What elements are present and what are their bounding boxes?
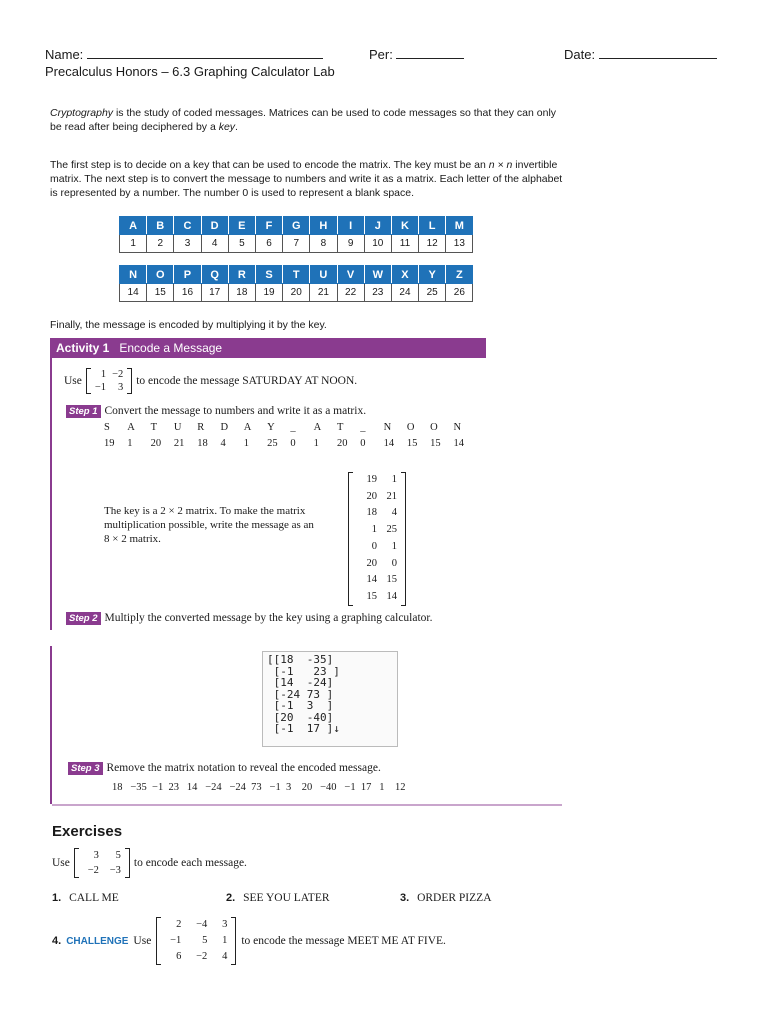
alphabet-number-cell: 5 bbox=[228, 235, 255, 253]
message-number: 25 bbox=[267, 438, 278, 449]
alphabet-letter-cell: R bbox=[228, 266, 255, 284]
use-word: Use bbox=[52, 857, 70, 869]
alphabet-number-cell: 15 bbox=[147, 284, 174, 302]
step1-text: Convert the message to numbers and write it as a matrix. bbox=[104, 405, 367, 417]
alphabet-number-cell: 19 bbox=[255, 284, 282, 302]
n-by-n: n × n bbox=[488, 159, 513, 171]
message-number: 1 bbox=[127, 438, 133, 449]
alphabet-letter-cell: Q bbox=[201, 266, 228, 284]
alphabet-number-cell: 6 bbox=[255, 235, 282, 253]
message-number: 20 bbox=[336, 438, 348, 449]
date-line bbox=[564, 46, 717, 62]
message-number: 15 bbox=[406, 438, 418, 449]
matrix-cell: −1 bbox=[94, 382, 107, 393]
alphabet-number-cell: 17 bbox=[201, 284, 228, 302]
message-letter: T bbox=[150, 422, 158, 433]
alphabet-letter-cell: Z bbox=[446, 266, 473, 284]
panel-border-lower bbox=[50, 646, 52, 804]
exercise-number: 2. bbox=[226, 892, 236, 904]
encoded-message: 18 −35 −1 23 14 −24 −24 73 −1 3 20 −40 −1 17 1 12 bbox=[112, 782, 406, 793]
step3-line bbox=[68, 762, 381, 775]
matrix-cell: 21 bbox=[386, 490, 397, 502]
course-title: Precalculus Honors – 6.3 Graphing Calculator Lab bbox=[45, 64, 335, 79]
matrix-cell: 1 bbox=[391, 540, 397, 552]
step3-text: Remove the matrix notation to reveal the encoded message. bbox=[106, 762, 381, 774]
step2-badge: Step 2 bbox=[66, 612, 101, 625]
message-letter: A bbox=[243, 422, 252, 433]
name-label: Name: bbox=[45, 47, 84, 62]
step3-badge: Step 3 bbox=[68, 762, 103, 775]
message-letter: A bbox=[313, 422, 322, 433]
exercise-4 bbox=[52, 917, 446, 965]
per-label: Per: bbox=[369, 47, 393, 62]
key-note: The key is a 2 × 2 matrix. To make the matrix multiplication possible, write the message as an 8 × 2 matrix. bbox=[104, 505, 314, 545]
matrix-cell: 25 bbox=[386, 524, 397, 536]
exercise-key-matrix bbox=[74, 848, 130, 878]
exercise-number: 1. bbox=[52, 892, 62, 904]
use-word: Use bbox=[133, 935, 152, 947]
message-letter: D bbox=[220, 422, 229, 433]
exercise-text: CALL ME bbox=[69, 892, 119, 904]
intro-text-1: is the study of coded messages. Matrices can be used to code messages so that they can only be read after being deciphered by a bbox=[50, 107, 557, 133]
alphabet-letter-cell: O bbox=[147, 266, 174, 284]
alphabet-letter-cell: F bbox=[255, 217, 282, 235]
message-number: 4 bbox=[220, 438, 226, 449]
message-letter: S bbox=[104, 422, 110, 433]
message-letter: N bbox=[453, 422, 462, 433]
step2-line bbox=[66, 612, 433, 625]
matrix-cell: −3 bbox=[109, 865, 121, 876]
alphabet-letter-cell: N bbox=[120, 266, 147, 284]
exercise-text: to encode the message MEET ME AT FIVE. bbox=[241, 935, 446, 947]
alphabet-number-cell: 13 bbox=[446, 235, 473, 253]
message-number: 14 bbox=[453, 438, 464, 449]
alphabet-letter-cell: X bbox=[391, 266, 418, 284]
matrix-cell: −4 bbox=[196, 919, 208, 930]
activity-use-line bbox=[64, 368, 357, 394]
alphabet-letter-cell: D bbox=[201, 217, 228, 235]
message-number: 20 bbox=[150, 438, 162, 449]
activity-label: Activity 1 bbox=[56, 341, 110, 355]
alphabet-letter-cell: P bbox=[174, 266, 201, 284]
challenge-label: CHALLENGE bbox=[66, 935, 129, 947]
alphabet-number-cell: 7 bbox=[283, 235, 310, 253]
exercise-number: 4. bbox=[52, 935, 62, 947]
exercises-use-line bbox=[52, 848, 247, 878]
period: . bbox=[235, 121, 238, 133]
message-letters bbox=[104, 422, 477, 433]
message-letter: R bbox=[197, 422, 205, 433]
key-term: key bbox=[218, 121, 236, 133]
matrix-cell: 1 bbox=[222, 935, 228, 946]
step1-badge: Step 1 bbox=[66, 405, 101, 418]
alphabet-number-cell: 21 bbox=[310, 284, 337, 302]
name-blank[interactable] bbox=[87, 46, 323, 59]
exercise-1 bbox=[52, 892, 119, 904]
matrix-cell: 4 bbox=[391, 507, 397, 519]
matrix-cell: 1 bbox=[100, 369, 107, 380]
message-letter: O bbox=[430, 422, 438, 433]
alphabet-letter-cell: M bbox=[446, 217, 473, 235]
exercise-3 bbox=[400, 892, 492, 904]
matrix-cell: 1 bbox=[371, 524, 377, 536]
challenge-key-matrix bbox=[156, 917, 236, 965]
alphabet-number-cell: 25 bbox=[419, 284, 446, 302]
message-number: 0 bbox=[290, 438, 296, 449]
message-letter: U bbox=[173, 422, 182, 433]
matrix-cell: 3 bbox=[222, 919, 228, 930]
activity-title: Encode a Message bbox=[119, 341, 223, 355]
alphabet-letter-cell: E bbox=[228, 217, 255, 235]
date-label: Date: bbox=[564, 47, 596, 62]
alphabet-letter-cell: I bbox=[337, 217, 364, 235]
message-letter: Y bbox=[267, 422, 275, 433]
message-letter: _ bbox=[290, 422, 296, 433]
name-line bbox=[45, 46, 323, 62]
matrix-cell: 0 bbox=[371, 540, 377, 552]
alphabet-letter-cell: A bbox=[120, 217, 147, 235]
alphabet-table-1 bbox=[119, 216, 473, 253]
alphabet-letter-cell: B bbox=[147, 217, 174, 235]
message-number: 19 bbox=[104, 438, 115, 449]
alphabet-table-2 bbox=[119, 265, 473, 302]
message-number: 1 bbox=[313, 438, 319, 449]
alphabet-number-cell: 22 bbox=[337, 284, 364, 302]
matrix-cell: 18 bbox=[366, 507, 377, 519]
cryptography-term: Cryptography bbox=[50, 107, 114, 119]
use-word: Use bbox=[64, 375, 82, 387]
matrix-cell: 3 bbox=[117, 382, 124, 393]
alphabet-letter-cell: G bbox=[283, 217, 310, 235]
matrix-cell: 14 bbox=[366, 574, 377, 586]
matrix-cell: 14 bbox=[386, 590, 397, 602]
message-number: 18 bbox=[197, 438, 208, 449]
exercises-heading: Exercises bbox=[52, 823, 123, 840]
step2-text: Multiply the converted message by the key using a graphing calculator. bbox=[104, 612, 433, 624]
matrix-cell: 20 bbox=[366, 490, 377, 502]
alphabet-number-cell: 20 bbox=[283, 284, 310, 302]
use-rest: to encode the message SATURDAY AT NOON. bbox=[136, 375, 358, 387]
intro-text-2a: The first step is to decide on a key that can be used to encode the matrix. The key must be an bbox=[50, 159, 489, 171]
alphabet-letter-cell: W bbox=[364, 266, 391, 284]
message-letter: T bbox=[336, 422, 344, 433]
matrix-cell: −1 bbox=[170, 935, 182, 946]
alphabet-letter-cell: S bbox=[255, 266, 282, 284]
message-number: 21 bbox=[173, 438, 185, 449]
alphabet-letter-cell: V bbox=[337, 266, 364, 284]
alphabet-letter-cell: Y bbox=[419, 266, 446, 284]
message-number: 0 bbox=[360, 438, 366, 449]
per-line bbox=[369, 46, 464, 62]
alphabet-number-cell: 16 bbox=[174, 284, 201, 302]
message-letter: A bbox=[127, 422, 135, 433]
message-letter: N bbox=[383, 422, 392, 433]
alphabet-number-cell: 3 bbox=[174, 235, 201, 253]
use-rest: to encode each message. bbox=[133, 857, 247, 869]
alphabet-number-cell: 1 bbox=[120, 235, 147, 253]
matrix-cell: 1 bbox=[391, 474, 397, 485]
alphabet-number-cell: 10 bbox=[364, 235, 391, 253]
matrix-cell: 5 bbox=[115, 850, 121, 861]
message-numbers bbox=[104, 438, 477, 449]
alphabet-letter-cell: C bbox=[174, 217, 201, 235]
intro-paragraph-1 bbox=[50, 106, 570, 134]
matrix-cell: 5 bbox=[202, 935, 208, 946]
finally-text: Finally, the message is encoded by multiplying it by the key. bbox=[50, 319, 327, 331]
matrix-cell: −2 bbox=[112, 369, 124, 380]
matrix-cell: 15 bbox=[366, 590, 377, 602]
matrix-cell: 4 bbox=[222, 951, 228, 962]
panel-border-bottom bbox=[52, 804, 562, 806]
alphabet-number-cell: 24 bbox=[391, 284, 418, 302]
alphabet-number-cell: 12 bbox=[419, 235, 446, 253]
matrix-cell: 20 bbox=[366, 557, 377, 569]
exercise-number: 3. bbox=[400, 892, 410, 904]
alphabet-letter-cell: T bbox=[283, 266, 310, 284]
matrix-cell: 3 bbox=[93, 850, 99, 861]
message-number: 1 bbox=[243, 438, 250, 449]
alphabet-number-cell: 23 bbox=[364, 284, 391, 302]
alphabet-number-cell: 8 bbox=[310, 235, 337, 253]
alphabet-number-cell: 2 bbox=[147, 235, 174, 253]
exercise-text: ORDER PIZZA bbox=[417, 892, 492, 904]
alphabet-number-cell: 26 bbox=[446, 284, 473, 302]
alphabet-number-cell: 14 bbox=[120, 284, 147, 302]
message-matrix-wrap bbox=[348, 472, 406, 606]
matrix-cell: 2 bbox=[176, 919, 182, 930]
alphabet-letter-cell: L bbox=[419, 217, 446, 235]
per-blank[interactable] bbox=[396, 46, 464, 59]
alphabet-number-cell: 9 bbox=[337, 235, 364, 253]
alphabet-number-cell: 18 bbox=[228, 284, 255, 302]
matrix-cell: 19 bbox=[366, 474, 377, 485]
message-number: 14 bbox=[383, 438, 395, 449]
panel-border-upper bbox=[50, 358, 52, 630]
alphabet-letter-cell: U bbox=[310, 266, 337, 284]
activity-header bbox=[50, 338, 486, 358]
matrix-cell: −2 bbox=[87, 865, 99, 876]
step1-line bbox=[66, 405, 366, 418]
alphabet-letter-cell: J bbox=[364, 217, 391, 235]
matrix-cell: 0 bbox=[391, 557, 397, 569]
key-matrix bbox=[86, 368, 132, 394]
message-number: 15 bbox=[430, 438, 441, 449]
alphabet-letter-cell: H bbox=[310, 217, 337, 235]
message-letter: O bbox=[406, 422, 415, 433]
matrix-cell: 15 bbox=[386, 574, 397, 586]
exercise-text: SEE YOU LATER bbox=[243, 892, 330, 904]
calculator-screen: [[18 -35] [-1 23 ] [14 -24] [-24 73 ] [-1 3 ] [20 -40] [-1 17 ]↓ bbox=[262, 651, 398, 747]
intro-text-2b: invertible matrix. The next step is to convert the message to numbers and write it as a matrix. Each letter of the alphabet is represented by a number. The number 0 is used to represent a blank space. bbox=[50, 159, 563, 199]
alphabet-letter-cell: K bbox=[391, 217, 418, 235]
alphabet-number-cell: 11 bbox=[391, 235, 418, 253]
message-letter: _ bbox=[360, 422, 366, 433]
alphabet-number-cell: 4 bbox=[201, 235, 228, 253]
matrix-cell: 6 bbox=[176, 951, 182, 962]
intro-paragraph-2 bbox=[50, 158, 570, 200]
date-blank[interactable] bbox=[599, 46, 717, 59]
exercise-2 bbox=[226, 892, 330, 904]
message-matrix bbox=[348, 472, 406, 606]
matrix-cell: −2 bbox=[196, 951, 208, 962]
